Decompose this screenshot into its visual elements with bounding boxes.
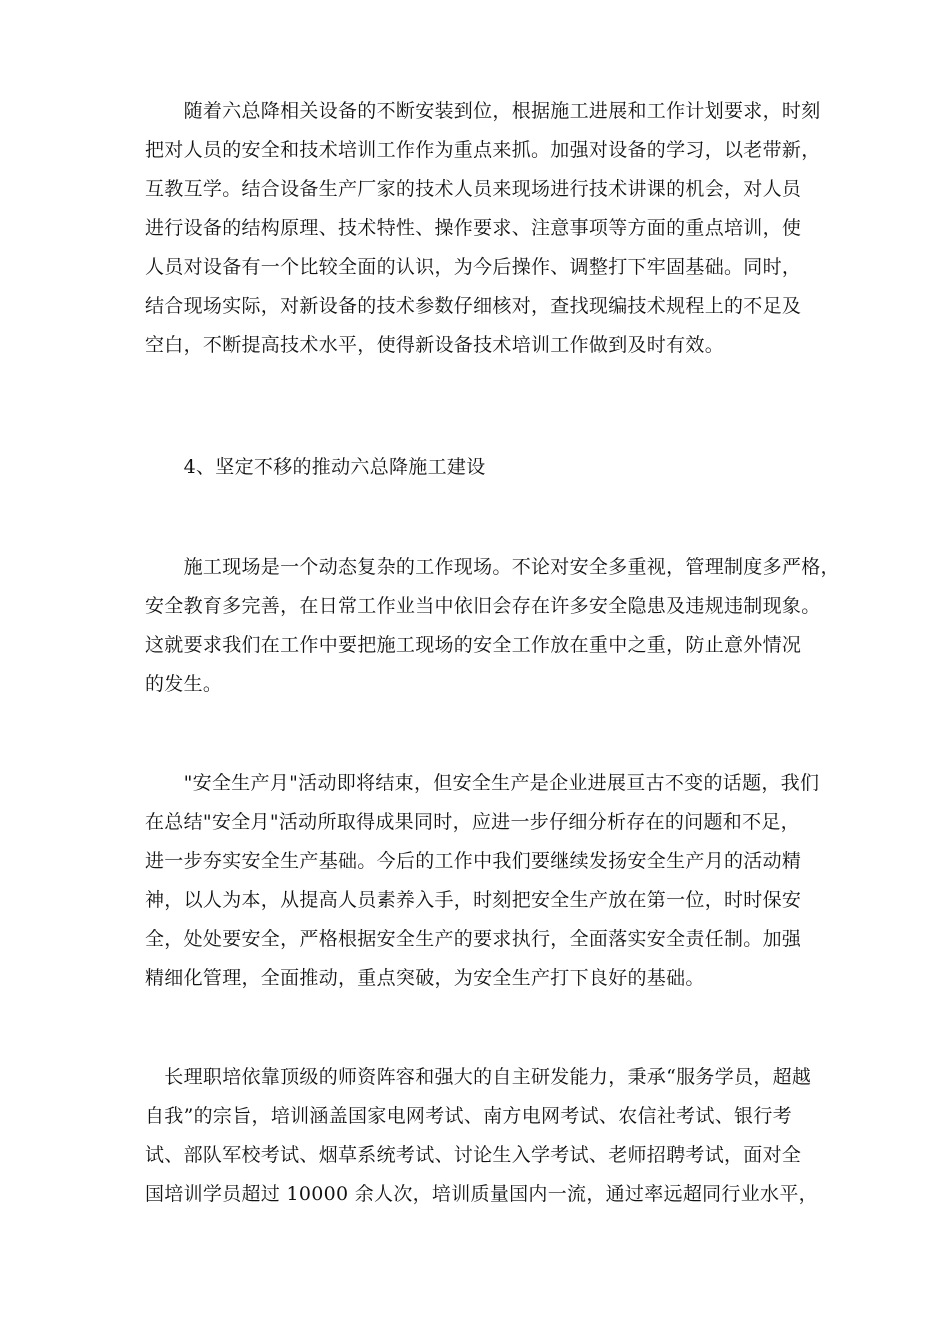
paragraph-construction-site [145,548,840,704]
text-line: 国培训学员超过 10000 余人次，培训质量国内一流，通过率远超同行业水平， [145,1183,818,1205]
text-line: 结合现场实际，对新设备的技术参数仔细核对，查找现编技术规程上的不足及 [145,295,802,317]
text-line: 人员对设备有一个比较全面的认识，为今后操作、调整打下牢固基础。同时， [145,256,802,278]
text-line: 自我”的宗旨，培训涵盖国家电网考试、南方电网考试、农信社考试、银行考 [145,1105,792,1127]
text-line: 神，以人为本，从提高人员素养入手，时刻把安全生产放在第一位，时时保安 [145,889,802,911]
text-line: 空白，不断提高技术水平，使得新设备技术培训工作做到及时有效。 [145,334,725,356]
paragraph-safety-month [145,764,820,998]
text-line: 长理职培依靠顶级的师资阵容和强大的自主研发能力，秉承“服务学员，超越 [145,1066,812,1088]
paragraph-equipment-training [145,92,821,365]
paragraph-training-promo [145,1058,818,1214]
text-line: 进一步夯实安全生产基础。今后的工作中我们要继续发扬安全生产月的活动精 [145,850,802,872]
text-line: "安全生产月"活动即将结束，但安全生产是企业进展亘古不变的话题，我们 [145,772,820,794]
section-heading-text: 4、坚定不移的推动六总降施工建设 [145,456,486,478]
text-line: 试、部队军校考试、烟草系统考试、讨论生入学考试、老师招聘考试，面对全 [145,1144,802,1166]
text-line: 精细化管理，全面推动，重点突破，为安全生产打下良好的基础。 [145,967,705,989]
text-line: 随着六总降相关设备的不断安装到位，根据施工进展和工作计划要求，时刻 [145,100,821,122]
text-line: 这就要求我们在工作中要把施工现场的安全工作放在重中之重，防止意外情况 [145,634,802,656]
text-line: 互教互学。结合设备生产厂家的技术人员来现场进行技术讲课的机会，对人员 [145,178,802,200]
section-heading [145,448,815,487]
text-line: 全，处处要安全，严格根据安全生产的要求执行，全面落实安全责任制。加强 [145,928,802,950]
text-line: 把对人员的安全和技术培训工作作为重点来抓。加强对设备的学习，以老带新， [145,139,821,161]
text-line: 在总结"安全月"活动所取得成果同时，应进一步仔细分析存在的问题和不足， [145,811,800,833]
text-line: 安全教育多完善，在日常工作业当中依旧会存在许多安全隐患及违规违制现象。 [145,595,821,617]
text-line: 的发生。 [145,673,223,695]
text-line: 进行设备的结构原理、技术特性、操作要求、注意事项等方面的重点培训，使 [145,217,802,239]
text-line: 施工现场是一个动态复杂的工作现场。不论对安全多重视，管理制度多严格， [145,556,840,578]
